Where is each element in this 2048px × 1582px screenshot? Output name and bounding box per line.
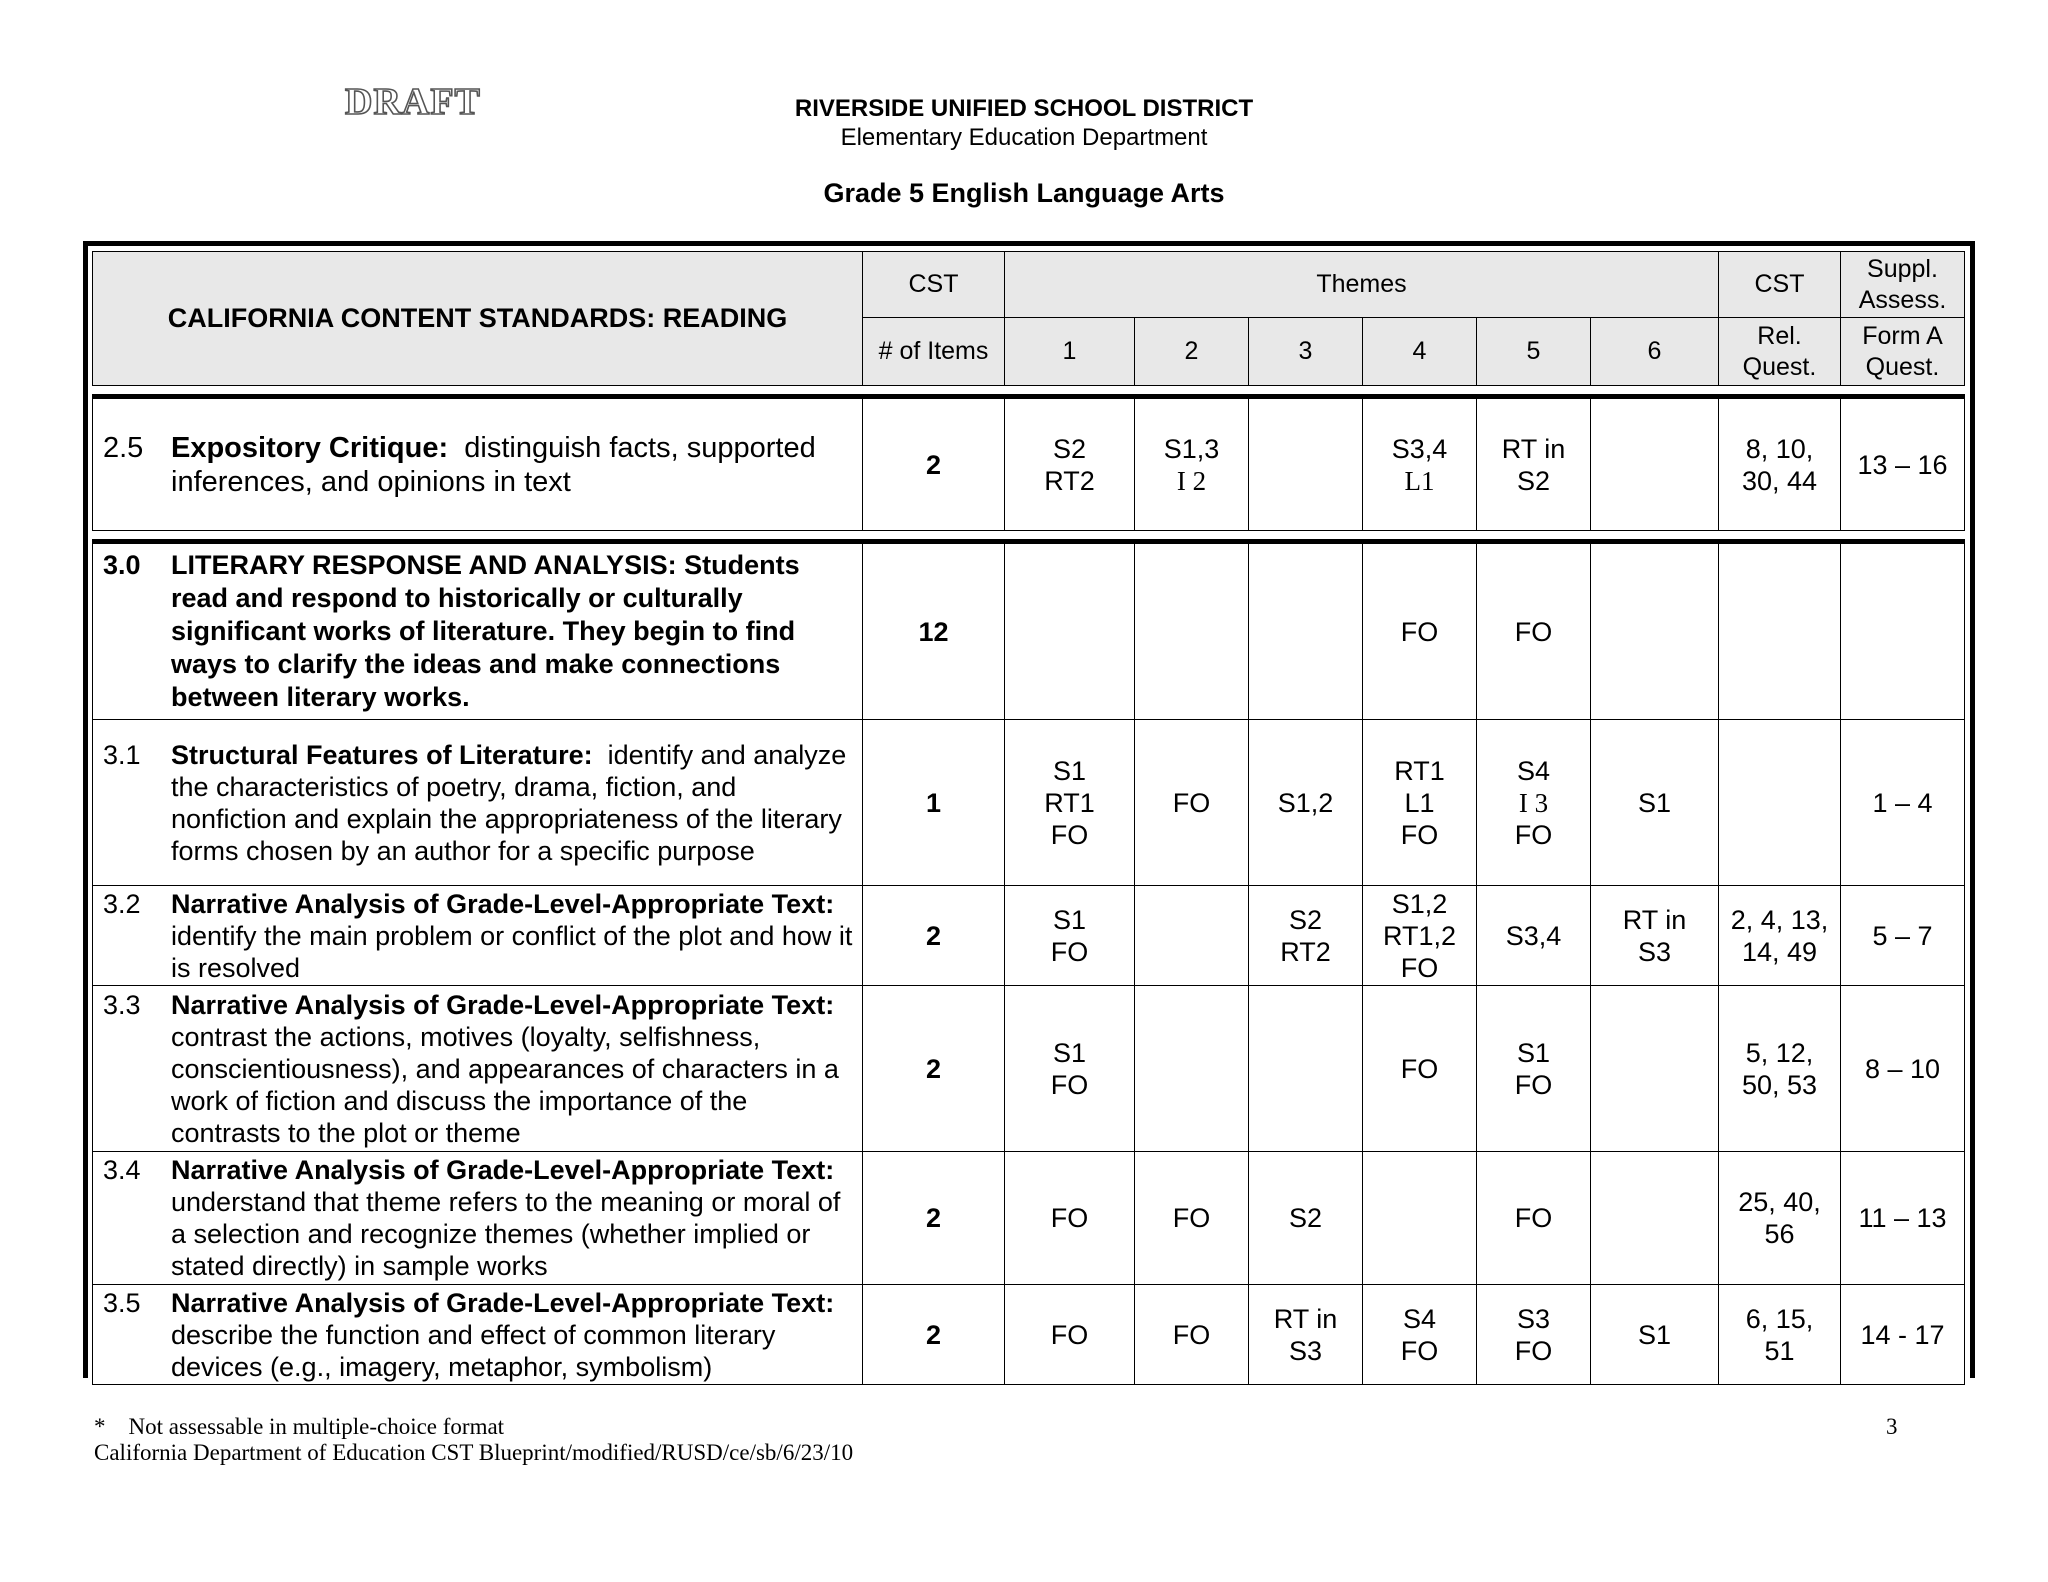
rel-quest-cell: 6, 15, 51 bbox=[1719, 1285, 1841, 1385]
table-row bbox=[93, 542, 1965, 720]
theme-4-header: 4 bbox=[1363, 318, 1477, 386]
theme-4-cell: S3,4 L1 bbox=[1363, 397, 1477, 531]
theme-2-cell: S1,3 I 2 bbox=[1135, 397, 1249, 531]
department-name: Elementary Education Department bbox=[840, 124, 1208, 151]
theme-2-cell bbox=[1135, 886, 1249, 986]
rel-quest-cell: 25, 40, 56 bbox=[1719, 1152, 1841, 1285]
items-cell: 12 bbox=[863, 542, 1005, 720]
theme-3-header: 3 bbox=[1249, 318, 1363, 386]
items-cell: 2 bbox=[863, 986, 1005, 1152]
theme-2-cell bbox=[1135, 986, 1249, 1152]
theme-3-cell bbox=[1249, 542, 1363, 720]
form-a-cell bbox=[1841, 542, 1965, 720]
form-a-cell: 5 – 7 bbox=[1841, 886, 1965, 986]
theme-1-cell: S1 FO bbox=[1005, 886, 1135, 986]
theme-6-cell bbox=[1591, 397, 1719, 531]
theme-4-cell: S4 FO bbox=[1363, 1285, 1477, 1385]
theme-1-cell: FO bbox=[1005, 1152, 1135, 1285]
theme-2-cell: FO bbox=[1135, 1152, 1249, 1285]
theme-6-cell: S1 bbox=[1591, 720, 1719, 886]
standard-cell: 3.4 Narrative Analysis of Grade-Level-Appropriate Text: understand that theme refers to the meaning or moral of a selection and recognize themes (whether implied or stated directly) in sample works bbox=[93, 1152, 863, 1285]
document-title: Grade 5 English Language Arts bbox=[823, 178, 1225, 208]
theme-6-header: 6 bbox=[1591, 318, 1719, 386]
table-row bbox=[93, 1285, 1965, 1385]
table-row bbox=[93, 886, 1965, 986]
rel-quest-cell bbox=[1719, 720, 1841, 886]
theme-5-cell: S1 FO bbox=[1477, 986, 1591, 1152]
cst-header: CST bbox=[863, 252, 1005, 318]
themes-header: Themes bbox=[1005, 252, 1719, 318]
draft-watermark: DRAFT bbox=[345, 81, 481, 123]
items-cell: 2 bbox=[863, 886, 1005, 986]
theme-3-cell bbox=[1249, 397, 1363, 531]
form-a-cell: 11 – 13 bbox=[1841, 1152, 1965, 1285]
district-name: RIVERSIDE UNIFIED SCHOOL DISTRICT bbox=[794, 95, 1254, 122]
standard-cell: 2.5 Expository Critique: distinguish facts, supported inferences, and opinions in text bbox=[93, 397, 863, 531]
page-number: 3 bbox=[1886, 1414, 1898, 1439]
theme-5-cell: S3,4 bbox=[1477, 886, 1591, 986]
theme-2-header: 2 bbox=[1135, 318, 1249, 386]
theme-6-cell bbox=[1591, 542, 1719, 720]
form-a-cell: 13 – 16 bbox=[1841, 397, 1965, 531]
standard-cell: 3.0 LITERARY RESPONSE AND ANALYSIS: Students read and respond to historically or culturally significant works of literature. They begin to find ways to clarify the ideas and make connections between literary works. bbox=[93, 542, 863, 720]
theme-3-cell bbox=[1249, 986, 1363, 1152]
standard-cell: 3.5 Narrative Analysis of Grade-Level-Appropriate Text: describe the function and effect of common literary devices (e.g., imagery, metaphor, symbolism) bbox=[93, 1285, 863, 1385]
theme-3-cell: RT in S3 bbox=[1249, 1285, 1363, 1385]
theme-6-cell: S1 bbox=[1591, 1285, 1719, 1385]
standard-cell: 3.2 Narrative Analysis of Grade-Level-Appropriate Text: identify the main problem or conflict of the plot and how it is resolved bbox=[93, 886, 863, 986]
standard-cell: 3.3 Narrative Analysis of Grade-Level-Appropriate Text: contrast the actions, motives (loyalty, selfishness, conscientiousness), and appearances of characters in a work of fiction and discuss the importance of the contrasts to the plot or theme bbox=[93, 986, 863, 1152]
theme-2-cell: FO bbox=[1135, 720, 1249, 886]
theme-6-cell bbox=[1591, 1152, 1719, 1285]
theme-5-cell: RT in S2 bbox=[1477, 397, 1591, 531]
items-cell: 2 bbox=[863, 1285, 1005, 1385]
theme-1-cell: S2 RT2 bbox=[1005, 397, 1135, 531]
rel-quest-cell: 5, 12, 50, 53 bbox=[1719, 986, 1841, 1152]
theme-4-cell bbox=[1363, 1152, 1477, 1285]
cst-rel-header: CST bbox=[1719, 252, 1841, 318]
theme-2-cell bbox=[1135, 542, 1249, 720]
form-a-cell: 14 - 17 bbox=[1841, 1285, 1965, 1385]
theme-2-cell: FO bbox=[1135, 1285, 1249, 1385]
items-cell: 2 bbox=[863, 1152, 1005, 1285]
items-cell: 2 bbox=[863, 397, 1005, 531]
source-line: California Department of Education CST Blueprint/modified/RUSD/ce/sb/6/23/10 bbox=[94, 1440, 854, 1465]
theme-6-cell bbox=[1591, 986, 1719, 1152]
theme-5-header: 5 bbox=[1477, 318, 1591, 386]
form-a-cell: 8 – 10 bbox=[1841, 986, 1965, 1152]
table-row bbox=[93, 397, 1965, 531]
theme-3-cell: S1,2 bbox=[1249, 720, 1363, 886]
theme-3-cell: S2 bbox=[1249, 1152, 1363, 1285]
table-row bbox=[93, 1152, 1965, 1285]
standard-cell: 3.1 Structural Features of Literature: identify and analyze the characteristics of poetry, drama, fiction, and nonfiction and explain the appropriateness of the literary forms chosen by an author for a specific purpose bbox=[93, 720, 863, 886]
theme-1-cell bbox=[1005, 542, 1135, 720]
rel-quest-cell: 8, 10, 30, 44 bbox=[1719, 397, 1841, 531]
items-cell: 1 bbox=[863, 720, 1005, 886]
theme-1-header: 1 bbox=[1005, 318, 1135, 386]
footnote: * Not assessable in multiple-choice format bbox=[94, 1414, 505, 1439]
table-header-row-1 bbox=[93, 252, 1965, 318]
theme-5-cell: FO bbox=[1477, 1152, 1591, 1285]
theme-1-cell: S1 FO bbox=[1005, 986, 1135, 1152]
standards-table bbox=[92, 251, 1965, 1385]
theme-5-cell: S4 I 3 FO bbox=[1477, 720, 1591, 886]
section-title: CALIFORNIA CONTENT STANDARDS: READING bbox=[93, 252, 863, 386]
theme-1-cell: S1 RT1 FO bbox=[1005, 720, 1135, 886]
theme-5-cell: S3 FO bbox=[1477, 1285, 1591, 1385]
rel-quest-header: Rel. Quest. bbox=[1719, 318, 1841, 386]
theme-5-cell: FO bbox=[1477, 542, 1591, 720]
table-row bbox=[93, 986, 1965, 1152]
theme-4-cell: FO bbox=[1363, 542, 1477, 720]
rel-quest-cell: 2, 4, 13, 14, 49 bbox=[1719, 886, 1841, 986]
theme-4-cell: FO bbox=[1363, 986, 1477, 1152]
form-a-cell: 1 – 4 bbox=[1841, 720, 1965, 886]
items-header: # of Items bbox=[863, 318, 1005, 386]
theme-1-cell: FO bbox=[1005, 1285, 1135, 1385]
table-row bbox=[93, 720, 1965, 886]
theme-4-cell: RT1 L1 FO bbox=[1363, 720, 1477, 886]
theme-6-cell: RT in S3 bbox=[1591, 886, 1719, 986]
theme-4-cell: S1,2 RT1,2 FO bbox=[1363, 886, 1477, 986]
theme-3-cell: S2 RT2 bbox=[1249, 886, 1363, 986]
rel-quest-cell bbox=[1719, 542, 1841, 720]
suppl-header: Suppl. Assess. bbox=[1841, 252, 1965, 318]
form-a-header: Form A Quest. bbox=[1841, 318, 1965, 386]
